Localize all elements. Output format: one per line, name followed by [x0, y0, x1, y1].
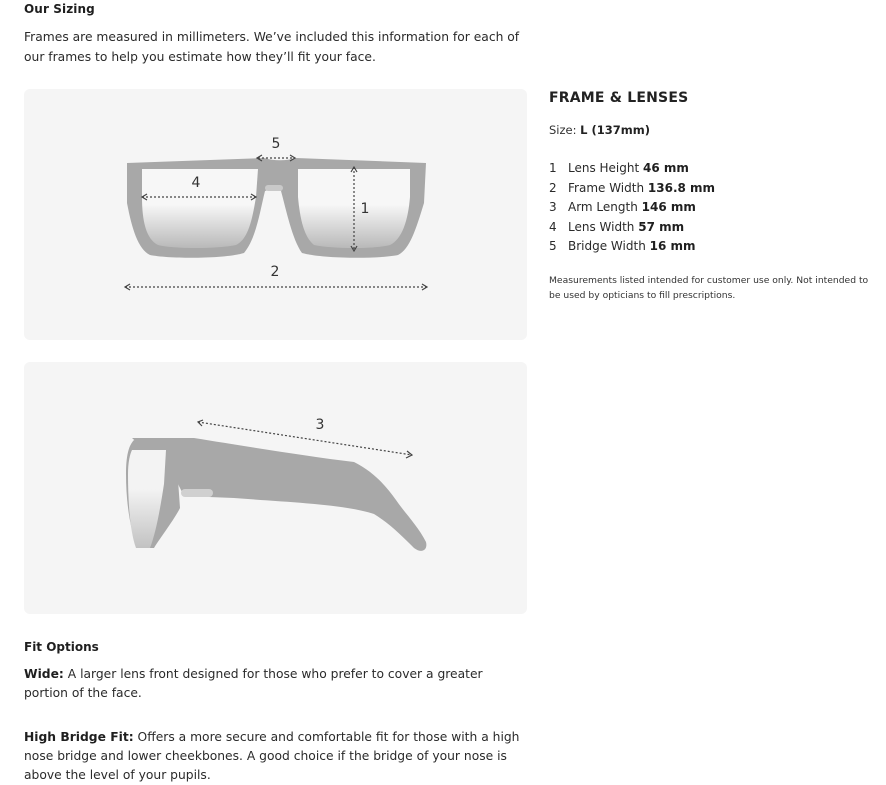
measurement-value: 146 mm — [641, 200, 696, 215]
measurement-value: 46 mm — [643, 161, 689, 175]
list-item — [549, 218, 879, 238]
list-item — [549, 237, 879, 257]
measurement-number: 5 — [549, 239, 557, 254]
list-item — [549, 179, 879, 199]
bridge-width-label: 5 — [271, 136, 281, 152]
fit-wide-label: Wide: — [24, 667, 64, 681]
frame-lenses-title: FRAME & LENSES — [549, 90, 689, 106]
measurement-number: 3 — [549, 200, 557, 215]
measurement-value: 57 mm — [638, 219, 685, 234]
measurement-disclaimer: Measurements listed intended for customer use only. Not intended to be used by opticians to fill prescriptions. — [549, 274, 869, 301]
lens-height-label: 1 — [360, 201, 370, 217]
measurement-label: Arm Length — [568, 200, 638, 215]
fit-option-wide — [24, 665, 524, 703]
size-line — [549, 123, 879, 137]
front-view-svg — [24, 89, 527, 340]
measurement-value: 16 mm — [649, 239, 696, 254]
fit-options-heading: Fit Options — [24, 640, 99, 654]
sizing-heading: Our Sizing — [24, 2, 95, 16]
measurement-label: Bridge Width — [568, 239, 646, 254]
list-item — [549, 198, 879, 218]
measurement-value: 136.8 mm — [647, 180, 716, 195]
arm-length-label: 3 — [315, 417, 325, 433]
measurement-label: Frame Width — [568, 180, 645, 195]
front-view-diagram — [24, 89, 527, 340]
side-view-diagram — [24, 362, 527, 614]
frame-lenses-section — [549, 90, 879, 303]
fit-high-text: Offers a more secure and comfortable fit for those with a high nose bridge and lower cheekbones. A good choice if the bridge of your nose is above the level of your pupils. — [24, 730, 520, 782]
size-value: L (137mm) — [580, 123, 650, 137]
side-view-svg — [24, 362, 527, 614]
lens-width-label: 4 — [191, 175, 201, 191]
measurement-number: 1 — [549, 161, 557, 175]
oakley-logo-icon — [181, 489, 213, 497]
fit-high-label: High Bridge Fit: — [24, 730, 134, 744]
measurement-number: 4 — [549, 219, 557, 234]
size-label: Size: — [549, 123, 577, 137]
measurement-label: Lens Height — [568, 161, 640, 175]
fit-wide-text: A larger lens front designed for those who prefer to cover a greater portion of the face. — [24, 667, 483, 700]
measurement-list — [549, 159, 879, 257]
measurement-number: 2 — [549, 180, 557, 195]
fit-option-high-bridge — [24, 728, 524, 785]
sizing-intro: Frames are measured in millimeters. We’ve included this information for each of our frames to help you estimate how they’ll fit your face. — [24, 30, 520, 64]
list-item — [549, 159, 879, 179]
measurement-label: Lens Width — [568, 219, 635, 234]
frame-width-label: 2 — [270, 264, 280, 280]
